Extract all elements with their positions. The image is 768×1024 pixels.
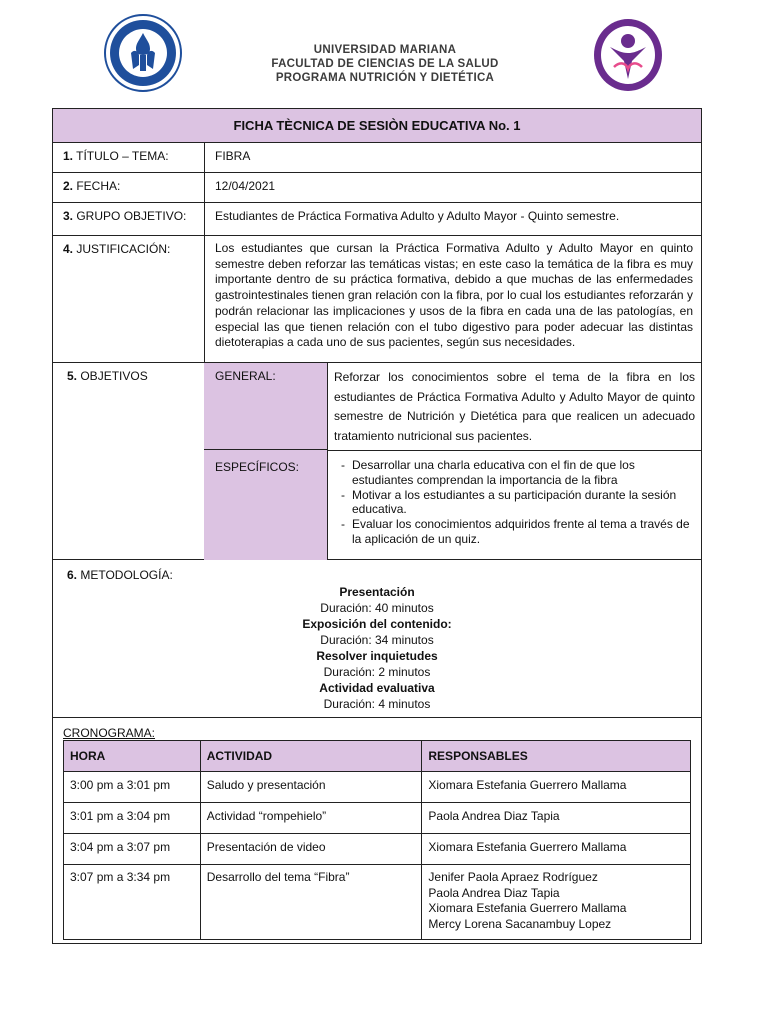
- responsable-name: Mercy Lorena Sacanambuy Lopez: [428, 916, 612, 931]
- row-justificacion: [52, 236, 702, 363]
- objetivos-especificos-cell: [204, 450, 328, 560]
- responsable-name: Xiomara Estefania Guerrero Mallama: [428, 778, 627, 792]
- cell-hora: 3:01 pm a 3:04 pm: [64, 803, 201, 834]
- step-duration: Duración: 2 minutos: [323, 665, 431, 679]
- step-duration: Duración: 4 minutos: [323, 697, 431, 711]
- university-seal-icon: [103, 13, 183, 93]
- fecha-num: 2.: [63, 179, 74, 193]
- responsable-name: Xiomara Estefania Guerrero Mallama: [428, 901, 627, 915]
- cronograma-table: [63, 740, 691, 940]
- column-header-responsables: RESPONSABLES: [422, 741, 691, 772]
- step-title: Resolver inquietudes: [316, 649, 438, 663]
- objetivos-especificos-list: [339, 458, 691, 547]
- grupo-label: GRUPO OBJETIVO:: [73, 209, 187, 223]
- cell-hora: 3:07 pm a 3:34 pm: [64, 865, 201, 940]
- cell-actividad: Actividad “rompehielo”: [200, 803, 422, 834]
- grupo-num: 3.: [63, 209, 74, 223]
- cell-hora: 3:00 pm a 3:01 pm: [64, 772, 201, 803]
- row-grupo: [52, 203, 702, 236]
- list-item: - Desarrollar una charla educativa con el fin de que los estudiantes comprendan la importancia de la fibra: [339, 458, 691, 488]
- responsable-name: Paola Andrea Diaz Tapia: [428, 885, 560, 900]
- row-titulo: [52, 143, 702, 173]
- step-duration: Duración: 34 minutos: [320, 633, 434, 647]
- justificacion-label: JUSTIFICACIÓN:: [73, 242, 171, 256]
- objetivos-especificos-label: ESPECÍFICOS:: [215, 460, 300, 474]
- step-title: Presentación: [339, 585, 415, 599]
- metodologia-num: 6.: [67, 568, 78, 582]
- column-header-hora: HORA: [64, 741, 201, 772]
- form-title: FICHA TÈCNICA DE SESIÒN EDUCATIVA No. 1: [52, 108, 702, 143]
- institution-header: [200, 43, 570, 85]
- responsable-name: Xiomara Estefania Guerrero Mallama: [428, 840, 627, 854]
- table-row: [64, 865, 691, 940]
- list-item: - Evaluar los conocimientos adquiridos frente al tema a través de la aplicación de un quiz.: [339, 517, 691, 547]
- program-name: PROGRAMA NUTRICIÓN Y DIETÉTICA: [275, 72, 495, 84]
- cell-responsables: [422, 803, 691, 834]
- university-name: UNIVERSIDAD MARIANA: [313, 44, 457, 56]
- cell-responsables: [422, 865, 691, 940]
- justificacion-text: Los estudiantes que cursan la Práctica Formativa Adulto y Adulto Mayor en quinto semestre deben reforzar las temáticas vistas; en este caso la temática de la fibra es muy importante dentro de su práctica formativa, debido a que muchas de las enfermedades gastrointestinales tienen gran relación con la fibra, por lo cual los estudiantes reforzarán y podrán relacionar las implicaciones y usos de la fibra en cada una de las patologías, en especial las que tienen relación con el tubo digestivo para poder adecuar las distintas dietoterapias a cada uno de sus pacientes, según sus necesidades.: [215, 241, 693, 350]
- objetivos-divider: [328, 450, 701, 451]
- fecha-value: 12/04/2021: [215, 179, 276, 193]
- cell-hora: 3:04 pm a 3:07 pm: [64, 834, 201, 865]
- cell-actividad: Presentación de video: [200, 834, 422, 865]
- objetivos-label: OBJETIVOS: [77, 369, 148, 383]
- step-title: Actividad evaluativa: [319, 681, 435, 695]
- justificacion-num: 4.: [63, 242, 74, 256]
- titulo-value: FIBRA: [215, 149, 251, 163]
- grupo-value: Estudiantes de Práctica Formativa Adulto y Adulto Mayor - Quinto semestre.: [215, 209, 620, 223]
- step-duration: Duración: 40 minutos: [320, 601, 434, 615]
- cell-responsables: [422, 772, 691, 803]
- table-row: [64, 803, 691, 834]
- table-row: [64, 834, 691, 865]
- fecha-label: FECHA:: [73, 179, 121, 193]
- objetivos-num: 5.: [67, 369, 78, 383]
- column-header-actividad: ACTIVIDAD: [200, 741, 422, 772]
- table-header-row: [64, 741, 691, 772]
- responsable-name: Jenifer Paola Apraez Rodríguez: [428, 870, 598, 884]
- table-row: [64, 772, 691, 803]
- objetivo-general-text: Reforzar los conocimientos sobre el tema de la fibra en los estudiantes de Práctica Formativa Adulto y Adulto Mayor de quinto semestre de Nutrición y Dietética para que realicen un adecuado tratamiento nutricional sus pacientes.: [334, 370, 695, 443]
- objetivo-general-label: GENERAL:: [215, 369, 276, 383]
- titulo-num: 1.: [63, 149, 74, 163]
- responsable-name: Paola Andrea Diaz Tapia: [428, 809, 560, 823]
- program-emblem-icon: [592, 17, 664, 93]
- faculty-name: FACULTAD DE CIENCIAS DE LA SALUD: [271, 58, 499, 70]
- cell-actividad: Saludo y presentación: [200, 772, 422, 803]
- titulo-label: TÍTULO – TEMA:: [73, 149, 169, 163]
- objetivo-general-cell: [204, 363, 328, 450]
- metodologia-steps: [53, 584, 701, 712]
- step-title: Exposición del contenido:: [302, 617, 452, 631]
- row-metodologia: [52, 560, 702, 718]
- row-fecha: [52, 173, 702, 203]
- cell-responsables: [422, 834, 691, 865]
- list-item: - Motivar a los estudiantes a su participación durante la sesión educativa.: [339, 488, 691, 518]
- cell-actividad: Desarrollo del tema “Fibra”: [200, 865, 422, 940]
- cronograma-label: CRONOGRAMA:: [63, 726, 156, 740]
- metodologia-label: METODOLOGÍA:: [77, 568, 173, 582]
